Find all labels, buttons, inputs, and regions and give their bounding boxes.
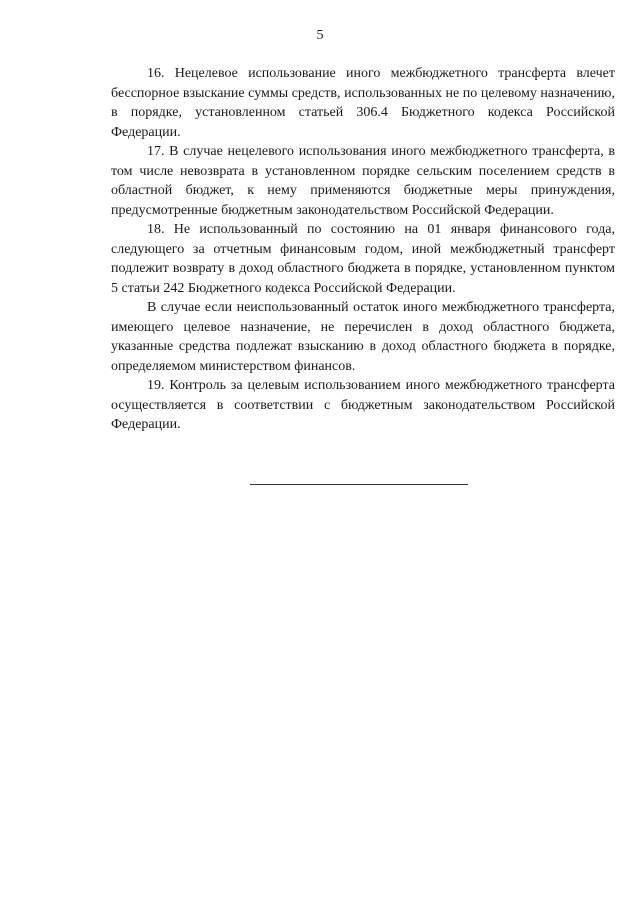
paragraph-17: 17. В случае нецелевого использования иного межбюджетного трансферта, в том числе невозврата в установленном порядке сельским поселением средств в областной бюджет, к нему применяются бюджетные меры принуждения, предусмотренные бюджетным законодательством Российской Федерации. — [111, 144, 615, 218]
paragraph-18-continued: В случае если неиспользованный остаток иного межбюджетного трансферта, имеющего целевое назначение, не перечислен в доход областного бюджета, указанные средства подлежат взысканию в доход областного бюджета в порядке, определяемом министерством финансов. — [111, 300, 615, 374]
document-body — [111, 64, 615, 435]
end-of-document-rule — [250, 484, 468, 485]
paragraph-16: 16. Нецелевое использование иного межбюджетного трансферта влечет бесспорное взыскание суммы средств, использованных не по целевому назначению, в порядке, установленном статьей 306.4 Бюджетного кодекса Российской Федерации. — [111, 66, 615, 140]
paragraph-19: 19. Контроль за целевым использованием иного межбюджетного трансферта осуществляется в соответствии с бюджетным законодательством Российской Федерации. — [111, 378, 615, 432]
paragraph-18: 18. Не использованный по состоянию на 01 января финансового года, следующего за отчетным финансовым годом, иной межбюджетный трансферт подлежит возврату в доход областного бюджета в порядке, установленном пунктом 5 статьи 242 Бюджетного кодекса Российской Федерации. — [111, 222, 615, 296]
page-number: 5 — [316, 28, 324, 43]
